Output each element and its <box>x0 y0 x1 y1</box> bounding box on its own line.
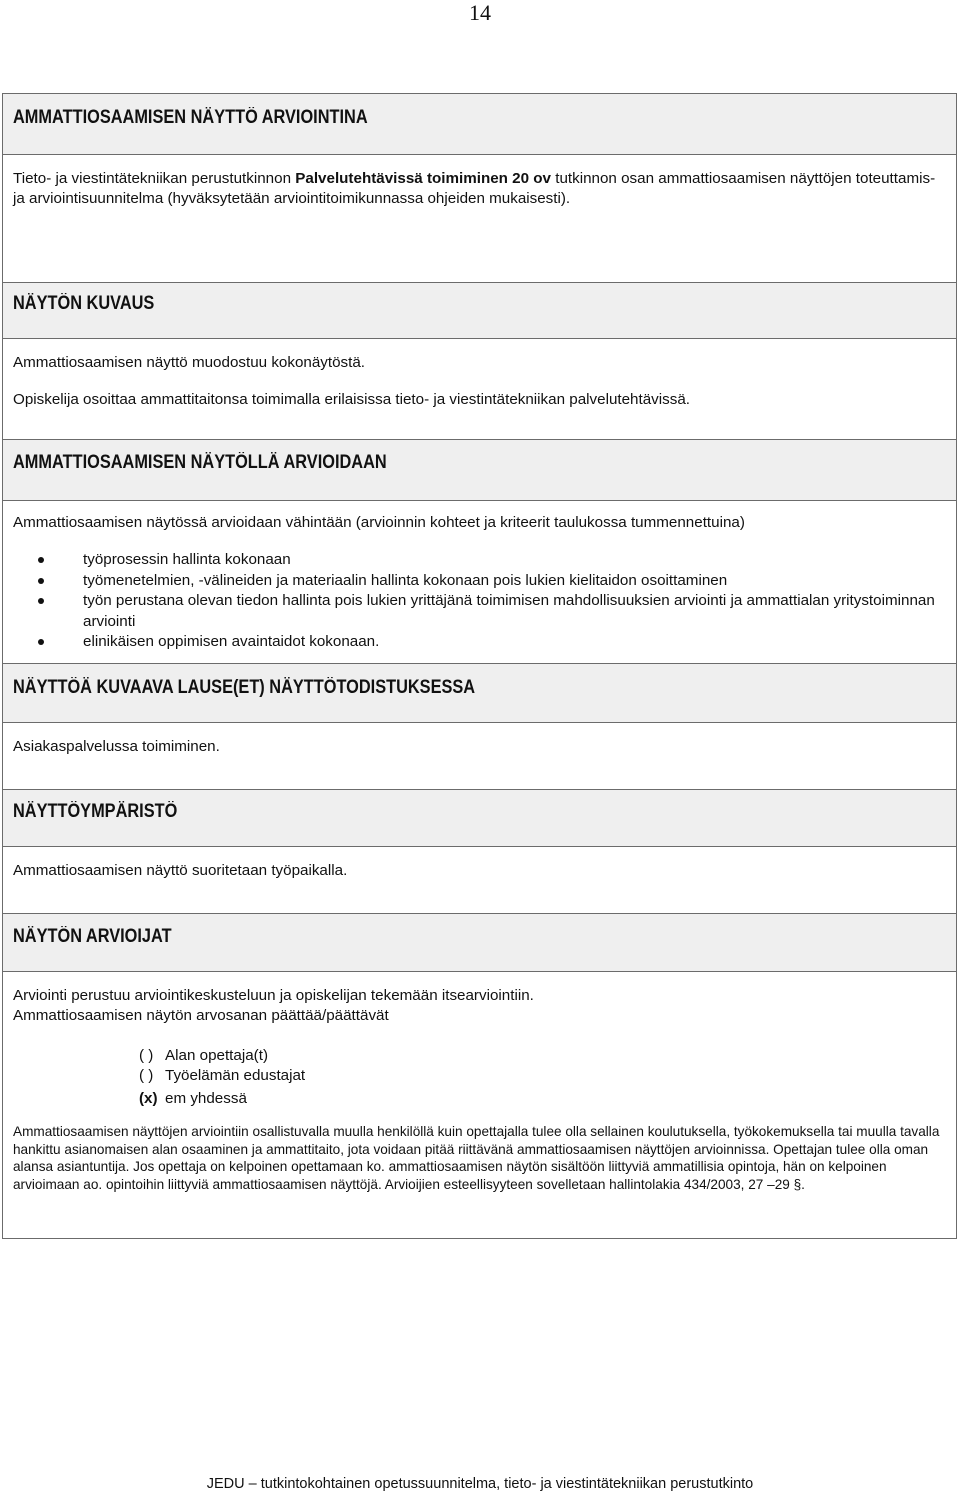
page-footer: JEDU – tutkintokohtainen opetussuunnitelma, tieto- ja viestintätekniikan perustutkinto <box>206 1476 754 1492</box>
list-item <box>13 591 946 632</box>
environment-text: Ammattiosaamisen näyttö suoritetaan työpaikalla. <box>13 862 348 879</box>
assessors-heading-cell <box>3 914 957 972</box>
bullet-icon <box>38 639 44 645</box>
list-item-text: työprosessin hallinta kokonaan <box>83 551 291 568</box>
assessors-note: Ammattiosaamisen näyttöjen arviointiin osallistuvalla muulla henkilöllä kuin opettajalla tulee olla sellainen koulutuksella, työkokemuksella tai muulla tavalla hankittu asianomaisen alan osaaminen ja ammattitaito, jota voidaan pitää riittävänä ammattiosaamisen näyttöjen arvioinnissa. Opettajan tulee olla oman alansa asiantuntija. Jos opettaja on kelpoinen opettamaan ko. ammattiosaamisen näytön sisältöön liittyviä ammatillisia opintoja, hän on kelpoinen arvioimaan ao. opintoihin liittyviä ammattiosaamisen näyttöjä. Arvioijien esteellisyyteen sovelletaan hallintolakia 434/2003, 27 ‒29 §. <box>13 1124 940 1192</box>
list-item <box>13 571 946 592</box>
assessors-line-1: Arviointi perustuu arviointikeskusteluun ja opiskelijan tekemään itsearviointiin. <box>13 987 534 1004</box>
description-line-2: Opiskelija osoittaa ammattitaitonsa toimimalla erilaisissa tieto- ja viestintätekniikan palvelutehtävissä. <box>13 391 690 408</box>
section-heading-assessors: NÄYTÖN ARVIOIJAT <box>13 926 172 947</box>
section-heading-certificate: NÄYTTÖÄ KUVAAVA LAUSE(ET) NÄYTTÖTODISTUKSESSA <box>13 677 476 698</box>
list-item-text: työmenetelmien, -välineiden ja materiaalin hallinta kokonaan pois lukien kielitaidon osoittaminen <box>83 571 728 589</box>
list-item-text: työn perustana olevan tiedon hallinta pois lukien yrittäjänä toimimisen mahdollisuuksien arviointi ja ammattialan yritystoiminnan arviointi <box>83 592 935 630</box>
assessor-options <box>13 1046 946 1109</box>
assessed-heading-cell <box>3 440 957 501</box>
option-mark: (x) <box>139 1090 158 1107</box>
bullet-icon <box>38 557 44 563</box>
page-number: 14 <box>469 0 491 25</box>
intro-text <box>13 169 946 209</box>
assessors-line-2: Ammattiosaamisen näytön arvosanan päättää/päättävät <box>13 1007 389 1024</box>
intro-text-start: Tieto- ja viestintätekniikan perustutkinnon <box>13 170 296 187</box>
list-item <box>13 550 946 571</box>
intro-cell <box>3 155 957 283</box>
certificate-text: Asiakaspalvelussa toimiminen. <box>13 738 220 755</box>
intro-text-end: tutkinnon osan ammattiosaamisen näyttöjen toteuttamis- ja arviointisuunnitelma (hyväksytetään arviointitoimikunnassa ohjeiden mukaisesti). <box>13 170 936 207</box>
bullet-icon <box>38 598 44 604</box>
assessment-plan-table <box>2 93 957 1239</box>
option-mark: ( ) <box>139 1047 154 1064</box>
list-item <box>13 632 946 653</box>
assessors-cell <box>3 972 957 1239</box>
bullet-icon <box>38 578 44 584</box>
section-heading-description: NÄYTÖN KUVAUS <box>13 293 155 314</box>
description-line-1: Ammattiosaamisen näyttö muodostuu kokonäytöstä. <box>13 354 366 371</box>
certificate-heading-cell <box>3 664 957 723</box>
option-label: Alan opettaja(t) <box>165 1047 268 1064</box>
title-cell <box>3 94 957 155</box>
option-label: em yhdessä <box>165 1090 247 1107</box>
assessor-option <box>139 1066 946 1086</box>
certificate-cell <box>3 723 957 790</box>
unit-name: Palvelutehtävissä toimiminen 20 ov <box>295 170 552 187</box>
option-label: Työelämän edustajat <box>165 1067 306 1084</box>
environment-cell <box>3 847 957 914</box>
assessor-option <box>139 1046 946 1066</box>
description-heading-cell <box>3 283 957 339</box>
document-title: AMMATTIOSAAMISEN NÄYTTÖ ARVIOINTINA <box>13 107 368 128</box>
assessor-option <box>139 1089 946 1109</box>
description-cell <box>3 339 957 440</box>
list-item-text: elinikäisen oppimisen avaintaidot kokonaan. <box>83 633 380 650</box>
option-mark: ( ) <box>139 1067 154 1084</box>
assessed-intro: Ammattiosaamisen näytössä arvioidaan vähintään (arvioinnin kohteet ja kriteerit taulukossa tummennettuina) <box>13 514 745 531</box>
section-heading-environment: NÄYTTÖYMPÄRISTÖ <box>13 801 178 822</box>
assessed-list <box>13 550 946 653</box>
assessed-cell <box>3 501 957 664</box>
environment-heading-cell <box>3 790 957 847</box>
section-heading-assessed: AMMATTIOSAAMISEN NÄYTÖLLÄ ARVIOIDAAN <box>13 452 387 473</box>
